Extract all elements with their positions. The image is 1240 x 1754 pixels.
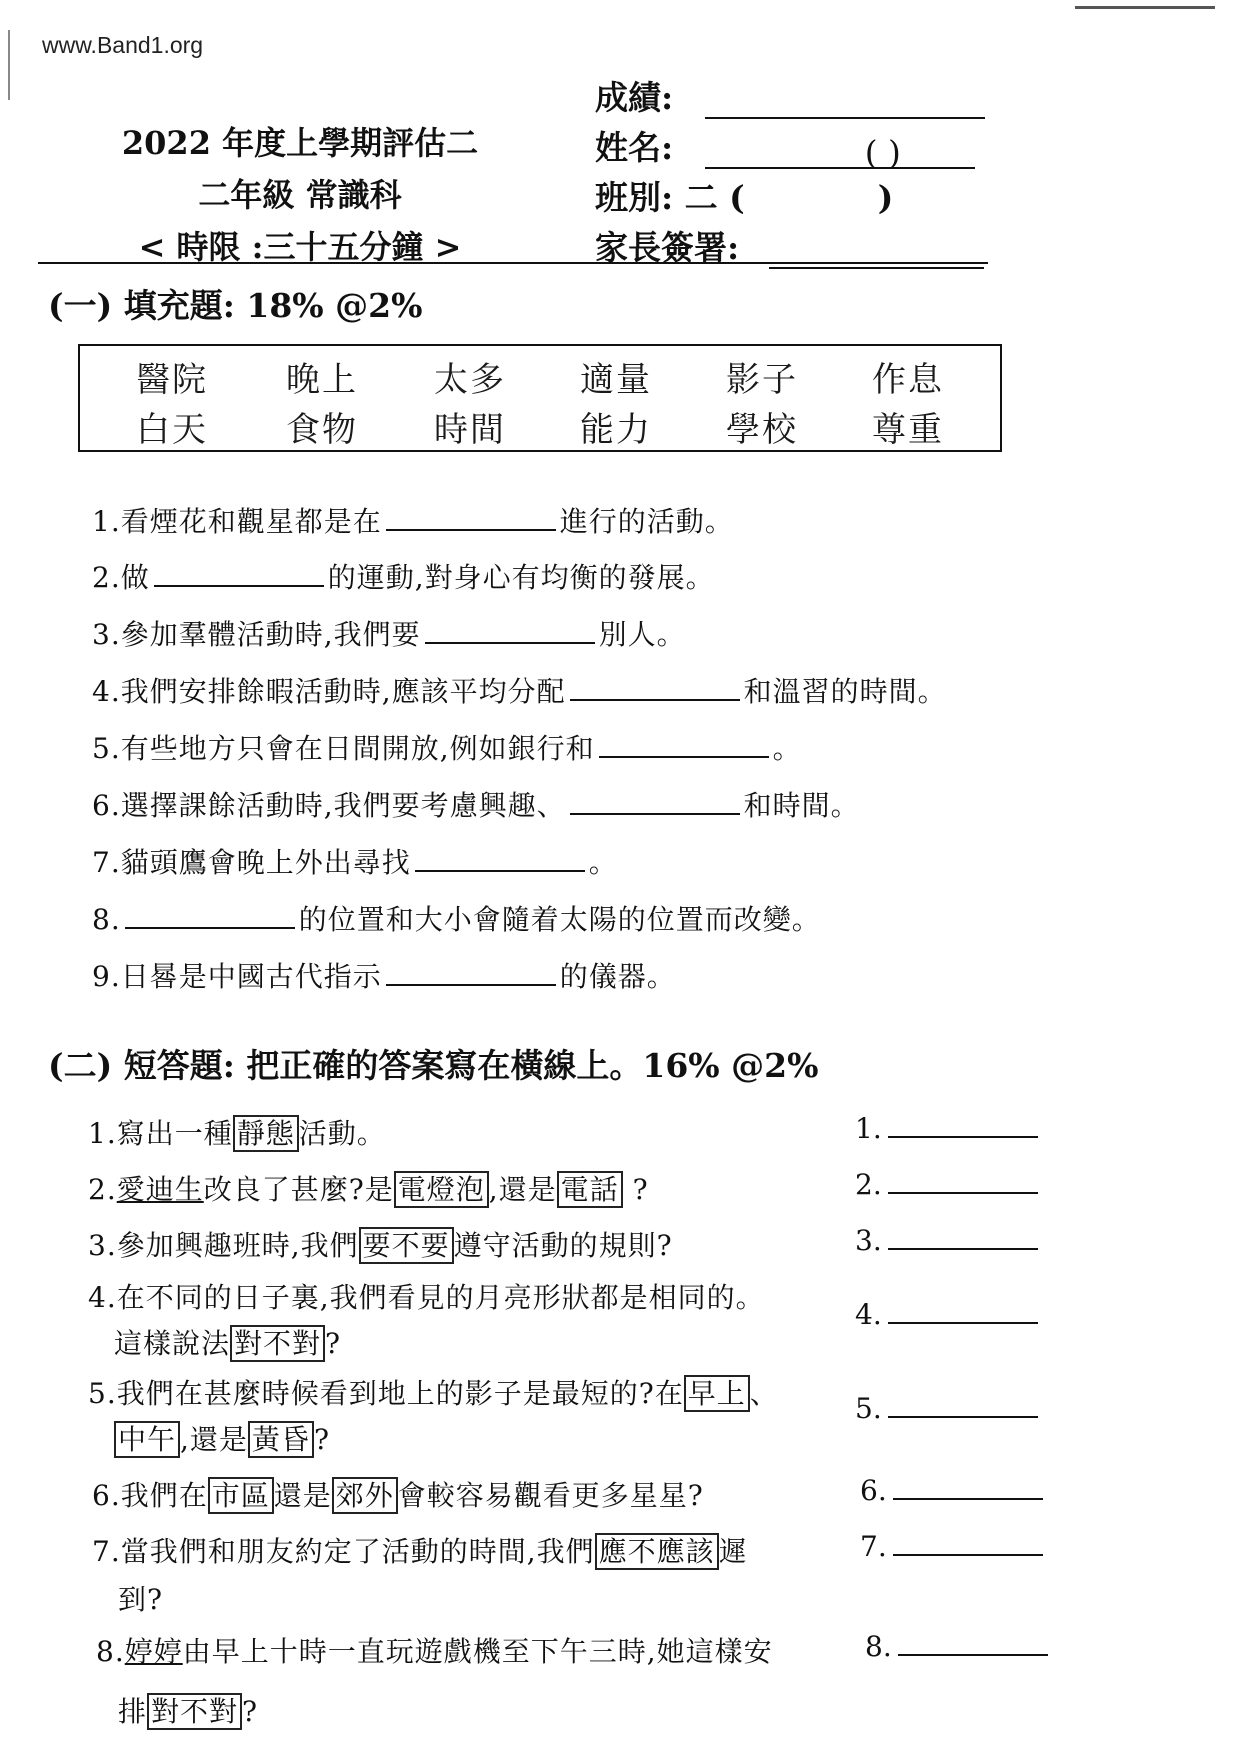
- score-field[interactable]: [705, 87, 985, 119]
- short-question-7-line2: 到?: [118, 1583, 164, 1616]
- answer-blank[interactable]: [415, 844, 585, 872]
- short-question-3: 3.參加興趣班時,我們 要不要 遵守活動的規則?: [88, 1229, 673, 1262]
- short-question-4: 4.在不同的日子裏,我們看見的月亮形狀都是相同的。: [88, 1281, 765, 1314]
- answer-line-7: 7.: [860, 1530, 1043, 1563]
- word-bank-item: 影子: [726, 360, 798, 400]
- answer-line-5: 5.: [855, 1392, 1038, 1425]
- fill-question: 3.參加羣體活動時,我們要 別人。: [92, 618, 686, 651]
- answer-field[interactable]: [888, 1112, 1038, 1138]
- fill-question: 1.看煙花和觀星都是在 進行的活動。: [92, 505, 734, 538]
- short-question-5: 5.我們在甚麼時候看到地上的影子是最短的?在 早上 、: [88, 1377, 779, 1410]
- parent-sign-field[interactable]: [769, 237, 984, 269]
- word-bank-item: 能力: [580, 410, 652, 450]
- answer-blank[interactable]: [570, 787, 740, 815]
- word-bank-item: 白天: [136, 410, 208, 450]
- answer-blank[interactable]: [125, 901, 295, 929]
- short-question-7: 7.當我們和朋友約定了活動的時間,我們 應不應該 遲: [92, 1535, 748, 1568]
- scan-margin-mark: [8, 30, 10, 100]
- word-bank-item: 作息: [872, 360, 944, 400]
- word-bank-item: 學校: [726, 410, 798, 450]
- exam-title: 2022 年度上學期評估二: [121, 124, 479, 162]
- fill-question: 7.貓頭鷹會晚上外出尋找 。: [92, 846, 618, 879]
- answer-blank[interactable]: [570, 673, 740, 701]
- parent-sign-label: 家長簽署:: [595, 228, 740, 267]
- answer-field[interactable]: [888, 1224, 1038, 1250]
- short-question-6: 6.我們在 市區 還是 郊外 會較容易觀看更多星星?: [92, 1479, 704, 1512]
- word-bank-item: 太多: [434, 360, 506, 400]
- fill-question: 4.我們安排餘暇活動時,應該平均分配 和溫習的時間。: [92, 675, 947, 708]
- answer-blank[interactable]: [425, 616, 595, 644]
- section2-title: (二) 短答題: 把正確的答案寫在橫線上。16% @2%: [48, 1046, 819, 1085]
- answer-field[interactable]: [888, 1168, 1038, 1194]
- word-bank-item: 時間: [434, 410, 506, 450]
- class-close: ): [877, 178, 894, 217]
- answer-field[interactable]: [893, 1530, 1043, 1556]
- short-question-4-line2: 這樣說法 對不對 ?: [114, 1327, 342, 1360]
- answer-field[interactable]: [888, 1298, 1038, 1324]
- word-bank-item: 晚上: [286, 360, 358, 400]
- short-question-8: 8.婷婷由早上十時一直玩遊戲機至下午三時,她這樣安: [96, 1635, 773, 1668]
- fill-question: 5.有些地方只會在日間開放,例如銀行和 。: [92, 732, 802, 765]
- short-question-5-line2: 中午 ,還是 黃昏 ?: [114, 1418, 330, 1458]
- short-question-2: 2.愛迪生改良了甚麼?是 電燈泡 ,還是 電話 ?: [88, 1173, 649, 1206]
- name-row: [595, 122, 975, 172]
- name-field[interactable]: [705, 133, 975, 172]
- answer-line-1: 1.: [855, 1112, 1038, 1145]
- answer-blank[interactable]: [599, 730, 769, 758]
- name-label: 姓名:: [595, 128, 674, 167]
- time-limit: < 時限 :三十五分鐘 >: [138, 228, 462, 266]
- answer-blank[interactable]: [154, 559, 324, 587]
- fill-question: 6.選擇課餘活動時,我們要考慮興趣、 和時間。: [92, 789, 860, 822]
- answer-field[interactable]: [898, 1630, 1048, 1656]
- answer-line-8: 8.: [865, 1630, 1048, 1663]
- class-row: [595, 172, 893, 219]
- grade-subject: 二年級 常識科: [198, 176, 402, 214]
- answer-line-4: 4.: [855, 1298, 1038, 1331]
- answer-line-6: 6.: [860, 1474, 1043, 1507]
- class-number-parens: ( ): [864, 133, 901, 172]
- word-bank-item: 尊重: [872, 410, 944, 450]
- answer-field[interactable]: [893, 1474, 1043, 1500]
- website-url: www.Band1.org: [42, 32, 204, 58]
- answer-line-2: 2.: [855, 1168, 1038, 1201]
- section1-title: (一) 填充題: 18% @2%: [48, 286, 423, 325]
- class-label: 班別: 二 (: [595, 178, 745, 217]
- short-question-8-line2: 排 對不對 ?: [118, 1695, 259, 1728]
- scan-edge-line: [1075, 6, 1215, 9]
- word-bank-item: 醫院: [136, 360, 208, 400]
- fill-question: 9.日晷是中國古代指示 的儀器。: [92, 960, 676, 993]
- score-row: [595, 72, 985, 119]
- answer-blank[interactable]: [386, 958, 556, 986]
- answer-field[interactable]: [888, 1392, 1038, 1418]
- word-bank-item: 食物: [286, 410, 358, 450]
- word-bank: [78, 344, 1002, 452]
- fill-question: 2.做 的運動,對身心有均衡的發展。: [92, 561, 715, 594]
- header-divider: [38, 262, 988, 264]
- answer-line-3: 3.: [855, 1224, 1038, 1257]
- word-bank-item: 適量: [580, 360, 652, 400]
- fill-question: 8. 的位置和大小會隨着太陽的位置而改變。: [92, 903, 821, 936]
- score-label: 成績:: [595, 78, 674, 117]
- answer-blank[interactable]: [386, 503, 556, 531]
- short-question-1: 1.寫出一種 靜態 活動。: [88, 1117, 386, 1150]
